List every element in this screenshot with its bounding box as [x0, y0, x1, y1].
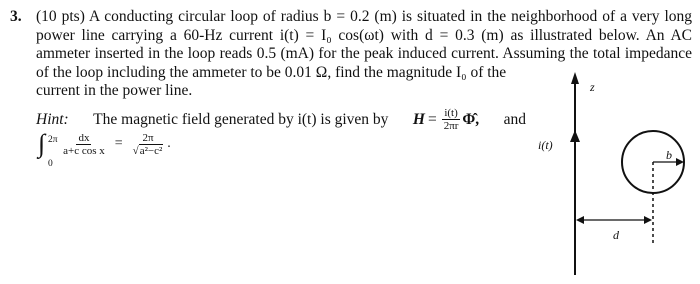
radius-arrow-icon: [676, 158, 684, 166]
z-arrow-icon: [571, 72, 579, 84]
rhs-den: √a²−c²: [132, 144, 163, 157]
distance-arrow-left-icon: [576, 216, 584, 224]
integral-rhs: [131, 132, 166, 157]
integral-equals: =: [114, 136, 123, 151]
radius-label: b: [666, 148, 672, 162]
current-arrow-icon: [570, 130, 580, 142]
problem-line-4: of the loop including the ammeter to be 0.01 Ω, find the magnitude I₀ of the: [36, 63, 507, 81]
hint: [36, 107, 526, 132]
rhs-num: 2π: [142, 131, 154, 144]
distance-label: d: [613, 228, 619, 242]
problem-line-3: ammeter inserted in the loop reads 0.5 (mA) for the peak induced current. Assuming the total impedance: [36, 45, 692, 63]
problem-line-2: power line carrying a 60-Hz current i(t) = I₀ cos(ωt) with d = 0.3 (m) as illustrated below. An AC: [36, 26, 692, 44]
hint-text: The magnetic field generated by i(t) is given by: [93, 111, 389, 128]
integral-upper: 2π: [48, 135, 58, 145]
integral-lower: 0: [48, 159, 53, 169]
figure: [520, 70, 700, 279]
hint-H: H: [412, 111, 425, 128]
problem-line-5: current in the power line.: [36, 82, 193, 100]
z-label: z: [590, 80, 595, 94]
integrand-num: dx: [78, 131, 90, 144]
integral-identity: [38, 129, 171, 169]
distance-arrow-right-icon: [644, 216, 652, 224]
problem-number: 3.: [10, 8, 22, 25]
integrand-den: a+c cos x: [63, 144, 105, 157]
integrand: [61, 132, 107, 157]
hint-frac-den: 2πr: [443, 120, 459, 132]
integral-period: .: [167, 136, 171, 151]
hint-label: Hint:: [36, 111, 69, 128]
hint-frac-num: i(t): [444, 107, 458, 119]
hint-phi: Φ̂,: [462, 111, 480, 128]
hint-equals: =: [427, 111, 437, 128]
current-label: i(t): [538, 138, 553, 152]
figure-diagram: [520, 70, 700, 279]
integral-sign: ∫ 2π 0: [38, 131, 45, 157]
hint-fraction: [442, 107, 461, 132]
hint-and: and: [503, 111, 526, 128]
problem-line-1: (10 pts) A conducting circular loop of radius b = 0.2 (m) is situated in the neighborhood of a very long: [36, 8, 692, 25]
